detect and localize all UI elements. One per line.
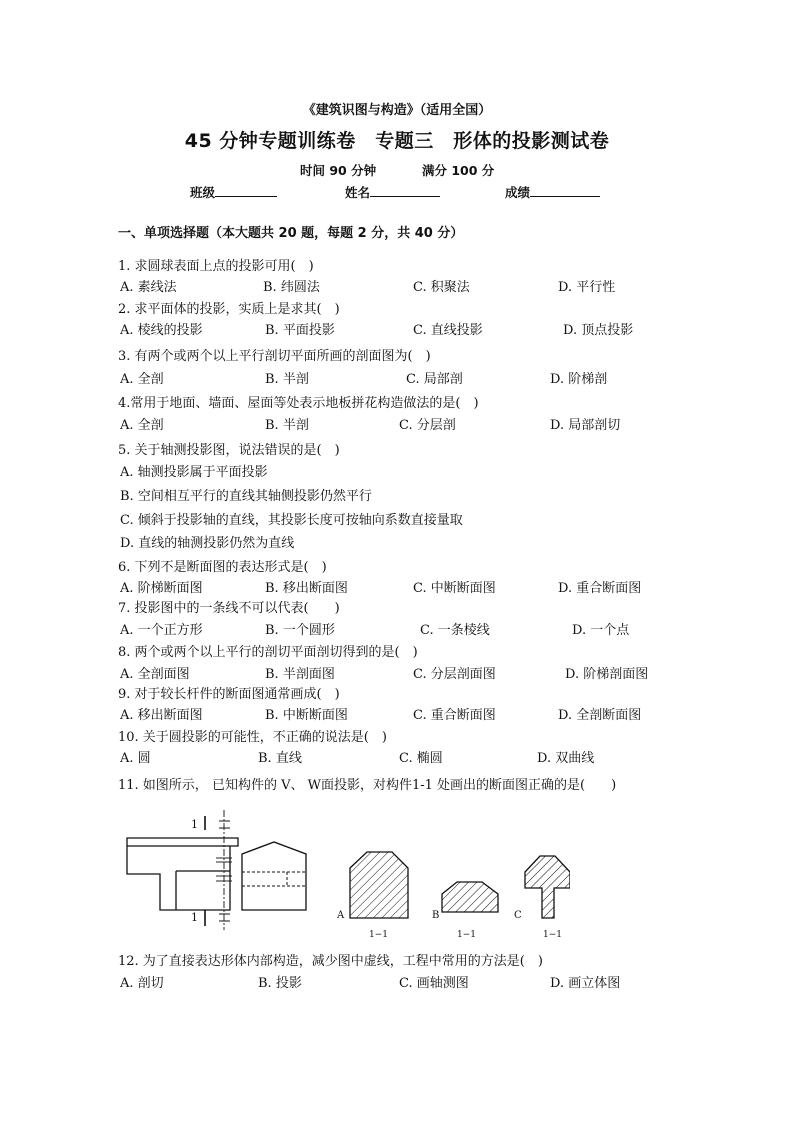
question-option: B. 平面投影	[265, 323, 335, 338]
question-option: B. 移出断面图	[265, 581, 348, 596]
question-option: C. 分层剖面图	[413, 667, 496, 682]
v-projection	[127, 838, 238, 910]
question-option: D. 阶梯剖	[550, 372, 608, 387]
question-option: D. 一个点	[572, 623, 630, 638]
question-option: A. 全剖	[120, 372, 164, 387]
cut-label-bottom: 1	[191, 911, 198, 924]
question-stem: 4.常用于地面、墙面、屋面等处表示地板拼花构造做法的是( )	[118, 396, 479, 411]
question-option: B. 中断断面图	[265, 708, 348, 723]
question-option: D. 直线的轴测投影仍然为直线	[120, 536, 295, 551]
name-label: 姓名	[345, 185, 371, 200]
question-option: B. 直线	[258, 751, 302, 766]
question-option: D. 重合断面图	[558, 581, 642, 596]
question-stem: 12. 为了直接表达形体内部构造，减少图中虚线，工程中常用的方法是( )	[118, 954, 543, 969]
section-option-b	[442, 882, 498, 912]
question-option: C. 中断断面图	[413, 581, 496, 596]
class-field	[190, 183, 277, 201]
question-option: A. 棱线的投影	[120, 323, 203, 338]
option-a-caption: 1−1	[369, 930, 388, 940]
full-score: 满分 100 分	[422, 163, 495, 178]
question-option: B. 半剖面图	[265, 667, 335, 682]
question-stem: 8. 两个或两个以上平行的剖切平面剖切得到的是( )	[118, 645, 418, 660]
grade-label: 成绩	[505, 185, 531, 200]
question-option: A. 素线法	[120, 280, 177, 295]
question-stem: 3. 有两个或两个以上平行剖切平面所画的剖面图为( )	[118, 349, 431, 364]
page-title: 45 分钟专题训练卷 专题三 形体的投影测试卷	[184, 130, 610, 152]
class-label: 班级	[190, 185, 216, 200]
question-option: A. 移出断面图	[120, 708, 203, 723]
question-option: D. 双曲线	[537, 751, 595, 766]
question-stem: 10. 关于圆投影的可能性，不正确的说法是( )	[118, 730, 387, 745]
question-option: C. 分层剖	[399, 418, 456, 433]
question-option: A. 圆	[120, 751, 151, 766]
option-b-caption: 1−1	[457, 930, 476, 940]
question-option: C. 直线投影	[413, 323, 483, 338]
cutting-plane-mark	[205, 810, 232, 930]
question-option: C. 重合断面图	[413, 708, 496, 723]
question-option: D. 顶点投影	[563, 323, 634, 338]
question-option: C. 局部剖	[406, 372, 463, 387]
section-heading: 一、单项选择题（本大题共 20 题，每题 2 分，共 40 分）	[118, 226, 464, 241]
projection-figure	[120, 806, 570, 944]
option-c-label: C	[514, 910, 522, 921]
time-limit: 时间 90 分钟	[300, 163, 377, 178]
question-option: A. 一个正方形	[120, 623, 203, 638]
question-option: A. 阶梯断面图	[120, 581, 203, 596]
class-blank	[215, 184, 277, 197]
question-option: A. 全剖面图	[120, 667, 190, 682]
question-option: B. 一个圆形	[265, 623, 335, 638]
question-option: D. 平行性	[558, 280, 616, 295]
name-blank	[370, 184, 440, 197]
question-option: B. 空间相互平行的直线其轴侧投影仍然平行	[120, 489, 372, 504]
question-option: D. 画立体图	[550, 976, 621, 991]
question-stem: 7. 投影图中的一条线不可以代表( )	[118, 601, 340, 616]
name-field	[345, 183, 440, 201]
option-a-label: A	[337, 910, 345, 921]
question-option: A. 全剖	[120, 418, 164, 433]
question-option: C. 一条棱线	[420, 623, 490, 638]
section-option-c	[525, 856, 570, 918]
question-stem: 2. 求平面体的投影，实质上是求其( )	[118, 302, 340, 317]
section-option-a	[350, 852, 408, 918]
cut-label-top: 1	[191, 818, 198, 831]
series-title: 《建筑识图与构造》（适用全国）	[302, 103, 492, 118]
question-option: C. 倾斜于投影轴的直线，其投影长度可按轴向系数直接量取	[120, 513, 463, 528]
question-option: A. 轴测投影属于平面投影	[120, 465, 268, 480]
question-stem: 6. 下列不是断面图的表达形式是( )	[118, 560, 327, 575]
question-option: D. 全剖断面图	[558, 708, 642, 723]
question-stem: 1. 求圆球表面上点的投影可用( )	[118, 259, 314, 274]
question-option: C. 椭圆	[399, 751, 443, 766]
question-option: C. 画轴测图	[399, 976, 469, 991]
question-option: B. 半剖	[265, 418, 309, 433]
question-option: D. 阶梯剖面图	[565, 667, 649, 682]
question-stem: 5. 关于轴测投影图，说法错误的是( )	[118, 443, 340, 458]
grade-field	[505, 183, 600, 201]
question-option: B. 纬圆法	[263, 280, 320, 295]
grade-blank	[530, 184, 600, 197]
option-b-label: B	[432, 910, 440, 921]
question-stem: 11. 如图所示， 已知构件的 V、 W面投影，对构件1-1 处画出的断面图正确的是( )	[118, 778, 617, 793]
w-projection	[242, 842, 306, 910]
question-option: A. 剖切	[120, 976, 164, 991]
question-option: B. 投影	[258, 976, 302, 991]
question-option: B. 半剖	[265, 372, 309, 387]
question-option: D. 局部剖切	[550, 418, 621, 433]
question-option: C. 积聚法	[413, 280, 470, 295]
question-stem: 9. 对于较长杆件的断面图通常画成( )	[118, 687, 340, 702]
option-c-caption: 1−1	[543, 930, 562, 940]
